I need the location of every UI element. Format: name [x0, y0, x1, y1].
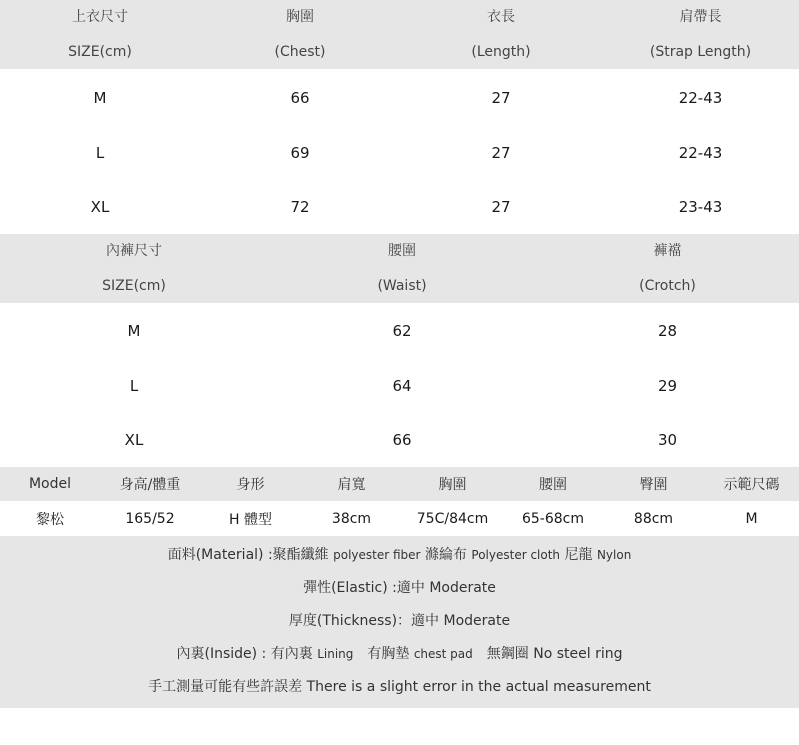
model-value-cell: 38cm — [331, 510, 372, 527]
table-cell: 29 — [657, 376, 678, 395]
model-header-cell: 身形 — [236, 477, 265, 493]
inside-en3: No steel ring — [533, 646, 623, 663]
material-mid: 滌綸布 — [420, 546, 472, 563]
inside-en1: Lining — [317, 647, 354, 662]
header-strap-en: (Strap Length) — [649, 44, 752, 60]
model-value-cell: 88cm — [633, 510, 674, 527]
model-value-cell: 黎松 — [36, 511, 64, 528]
header-chest — [200, 0, 400, 70]
table-cell: 27 — [491, 88, 511, 107]
model-value-cell: H 體型 — [229, 511, 272, 528]
header-chest-zh: 胸圍 — [286, 9, 314, 25]
table-cell: 72 — [290, 198, 310, 216]
table-cell: 66 — [290, 88, 310, 107]
material-mid2: 尼龍 — [560, 546, 597, 563]
table-cell: 23-43 — [678, 198, 723, 216]
table-cell: XL — [90, 198, 110, 216]
table-cell: M — [93, 88, 107, 107]
inside-prefix: 內裏(Inside) : 有內裏 — [176, 646, 318, 663]
model-value-cell: M — [745, 510, 758, 527]
header-crotch-zh: 褲襠 — [653, 243, 682, 259]
header-crotch-en: (Crotch) — [639, 278, 696, 294]
fabric-notes — [0, 536, 799, 708]
table-cell: 64 — [392, 376, 412, 395]
model-header-cell: 胸圍 — [438, 477, 467, 493]
table-cell: L — [95, 143, 105, 162]
model-table-header — [0, 467, 799, 501]
table-cell: 27 — [491, 198, 511, 216]
material-en2: Polyester cloth — [471, 547, 561, 562]
header-strap-length — [602, 0, 799, 70]
header-size-en: SIZE(cm) — [68, 44, 132, 60]
model-value-cell: 165/52 — [125, 510, 175, 527]
bottom-size-table-header — [0, 234, 799, 303]
header-strap-zh: 肩帶長 — [679, 9, 722, 25]
table-cell: L — [129, 376, 139, 395]
inside-en2: chest pad — [413, 647, 473, 662]
table-cell: 30 — [657, 431, 678, 449]
inside-note — [0, 644, 799, 664]
header-chest-en: (Chest) — [274, 44, 326, 60]
table-cell: M — [127, 321, 141, 340]
header-size — [0, 0, 200, 70]
thickness-note: 厚度(Thickness)：適中 Moderate — [288, 612, 511, 629]
table-cell: 22-43 — [678, 88, 723, 107]
material-prefix: 面料(Material) :聚酯纖維 — [167, 546, 334, 563]
header-size-zh: 內褲尺寸 — [106, 243, 162, 259]
top-size-table-body — [0, 69, 799, 234]
header-size-en: SIZE(cm) — [102, 278, 166, 294]
table-cell: 28 — [657, 321, 678, 340]
model-value-cell: 75C/84cm — [416, 510, 489, 527]
header-waist — [268, 234, 536, 304]
material-en1: polyester fiber — [333, 547, 421, 562]
model-value-cell: 65-68cm — [521, 510, 584, 527]
header-length — [400, 0, 602, 70]
material-en3: Nylon — [596, 547, 632, 562]
bottom-size-table-body — [0, 303, 799, 467]
table-cell: 69 — [290, 143, 310, 162]
model-header-cell: 肩寬 — [337, 477, 366, 493]
top-size-table-header — [0, 0, 799, 69]
model-table-row — [0, 501, 799, 536]
model-header-cell: 示範尺碼 — [723, 477, 780, 493]
header-length-en: (Length) — [471, 44, 531, 60]
table-cell: 27 — [491, 143, 511, 162]
model-header-cell: 臀圍 — [639, 477, 668, 493]
model-header-cell: 腰圍 — [539, 477, 567, 493]
table-cell: 62 — [392, 321, 412, 340]
header-crotch — [536, 234, 799, 304]
table-cell: 66 — [392, 431, 412, 449]
header-waist-zh: 腰圍 — [388, 243, 416, 259]
header-waist-en: (Waist) — [377, 278, 427, 294]
inside-mid2: 無鋼圈 — [472, 646, 534, 663]
measurement-error-note: 手工測量可能有些許誤差 There is a slight error in the actual measurement — [148, 679, 651, 696]
header-size-zh: 上衣尺寸 — [72, 9, 128, 25]
table-cell: XL — [124, 431, 144, 449]
material-note — [0, 545, 799, 565]
inside-mid: 有胸墊 — [353, 646, 414, 663]
header-size — [0, 234, 268, 304]
table-cell: 22-43 — [678, 143, 723, 162]
model-header-cell: 身高/體重 — [119, 477, 181, 493]
elastic-note: 彈性(Elastic) :適中 Moderate — [303, 579, 496, 596]
header-length-zh: 衣長 — [487, 9, 515, 25]
model-header-cell: Model — [28, 476, 72, 492]
